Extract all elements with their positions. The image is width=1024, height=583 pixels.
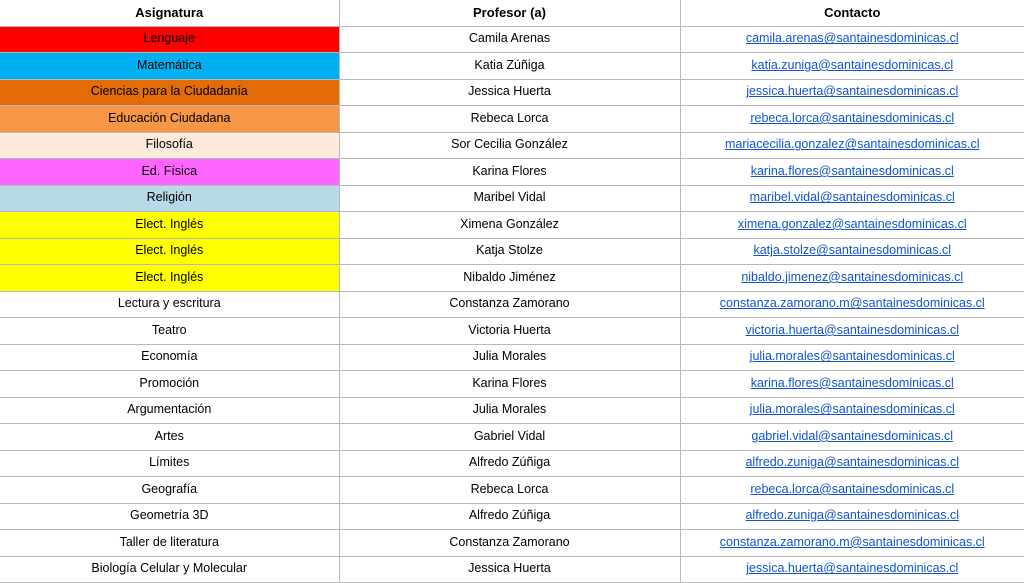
table-row [0, 503, 1024, 530]
contact-email-link[interactable]: jessica.huerta@santainesdominicas.cl [746, 561, 959, 576]
cell-teacher: Rebeca Lorca [339, 106, 680, 133]
cell-contact [680, 450, 1024, 477]
cell-teacher: Karina Flores [339, 159, 680, 186]
cell-teacher: Alfredo Zúñiga [339, 503, 680, 530]
table-row [0, 185, 1024, 212]
cell-subject: Geometría 3D [0, 503, 339, 530]
contact-email-link[interactable]: katja.stolze@santainesdominicas.cl [753, 243, 951, 258]
contact-email-link[interactable]: alfredo.zuniga@santainesdominicas.cl [745, 455, 959, 470]
table-row [0, 265, 1024, 292]
cell-contact [680, 530, 1024, 557]
cell-contact [680, 212, 1024, 239]
table-row [0, 344, 1024, 371]
cell-subject: Ed. Física [0, 159, 339, 186]
cell-subject: Filosofía [0, 132, 339, 159]
table-row [0, 106, 1024, 133]
cell-subject: Lenguaje [0, 26, 339, 53]
contact-email-link[interactable]: rebeca.lorca@santainesdominicas.cl [750, 110, 955, 125]
cell-contact [680, 291, 1024, 318]
table-row [0, 424, 1024, 451]
contact-email-link[interactable]: julia.morales@santainesdominicas.cl [749, 402, 955, 417]
cell-teacher: Victoria Huerta [339, 318, 680, 345]
cell-contact [680, 265, 1024, 292]
column-header-teacher: Profesor (a) [339, 0, 680, 26]
cell-teacher: Julia Morales [339, 344, 680, 371]
cell-contact [680, 318, 1024, 345]
cell-subject: Matemática [0, 53, 339, 80]
contact-email-link[interactable]: maribel.vidal@santainesdominicas.cl [749, 190, 955, 205]
cell-contact [680, 238, 1024, 265]
cell-subject: Elect. Inglés [0, 238, 339, 265]
table-row [0, 477, 1024, 504]
cell-subject: Ciencias para la Ciudadanía [0, 79, 339, 106]
table-row [0, 212, 1024, 239]
cell-contact [680, 79, 1024, 106]
cell-subject: Economía [0, 344, 339, 371]
contact-email-link[interactable]: constanza.zamorano.m@santainesdominicas.cl [719, 296, 985, 311]
contact-email-link[interactable]: katia.zuniga@santainesdominicas.cl [751, 57, 954, 72]
cell-subject: Lectura y escritura [0, 291, 339, 318]
table-row [0, 450, 1024, 477]
contact-email-link[interactable]: nibaldo.jimenez@santainesdominicas.cl [741, 269, 964, 284]
cell-teacher: Gabriel Vidal [339, 424, 680, 451]
cell-contact [680, 106, 1024, 133]
cell-teacher: Maribel Vidal [339, 185, 680, 212]
cell-teacher: Jessica Huerta [339, 556, 680, 583]
contact-email-link[interactable]: ximena.gonzalez@santainesdominicas.cl [737, 216, 967, 231]
table-row [0, 79, 1024, 106]
cell-teacher: Karina Flores [339, 371, 680, 398]
cell-contact [680, 26, 1024, 53]
table-row [0, 53, 1024, 80]
contact-email-link[interactable]: jessica.huerta@santainesdominicas.cl [746, 84, 959, 99]
table-row [0, 291, 1024, 318]
table-row [0, 556, 1024, 583]
cell-teacher: Nibaldo Jiménez [339, 265, 680, 292]
cell-teacher: Katja Stolze [339, 238, 680, 265]
cell-teacher: Julia Morales [339, 397, 680, 424]
contact-email-link[interactable]: victoria.huerta@santainesdominicas.cl [745, 322, 959, 337]
contact-email-link[interactable]: alfredo.zuniga@santainesdominicas.cl [745, 508, 959, 523]
cell-subject: Artes [0, 424, 339, 451]
cell-contact [680, 132, 1024, 159]
cell-subject: Elect. Inglés [0, 265, 339, 292]
contact-email-link[interactable]: gabriel.vidal@santainesdominicas.cl [751, 428, 954, 443]
cell-teacher: Sor Cecilia González [339, 132, 680, 159]
cell-teacher: Alfredo Zúñiga [339, 450, 680, 477]
table-header-row [0, 0, 1024, 26]
column-header-subject: Asignatura [0, 0, 339, 26]
cell-subject: Argumentación [0, 397, 339, 424]
cell-contact [680, 556, 1024, 583]
cell-contact [680, 159, 1024, 186]
cell-teacher: Camila Arenas [339, 26, 680, 53]
contact-email-link[interactable]: rebeca.lorca@santainesdominicas.cl [750, 481, 955, 496]
cell-subject: Religión [0, 185, 339, 212]
contact-email-link[interactable]: julia.morales@santainesdominicas.cl [749, 349, 955, 364]
table-row [0, 132, 1024, 159]
table-body [0, 26, 1024, 583]
cell-contact [680, 397, 1024, 424]
cell-subject: Límites [0, 450, 339, 477]
table-row [0, 530, 1024, 557]
cell-contact [680, 185, 1024, 212]
cell-contact [680, 344, 1024, 371]
cell-contact [680, 53, 1024, 80]
cell-teacher: Constanza Zamorano [339, 291, 680, 318]
table-row [0, 397, 1024, 424]
cell-teacher: Jessica Huerta [339, 79, 680, 106]
cell-contact [680, 503, 1024, 530]
cell-subject: Elect. Inglés [0, 212, 339, 239]
cell-teacher: Rebeca Lorca [339, 477, 680, 504]
cell-contact [680, 424, 1024, 451]
cell-contact [680, 477, 1024, 504]
cell-subject: Promoción [0, 371, 339, 398]
table-row [0, 26, 1024, 53]
contact-email-link[interactable]: mariacecilia.gonzalez@santainesdominicas.cl [725, 137, 980, 152]
cell-subject: Geografía [0, 477, 339, 504]
cell-subject: Taller de literatura [0, 530, 339, 557]
cell-teacher: Ximena González [339, 212, 680, 239]
contact-email-link[interactable]: karina.flores@santainesdominicas.cl [750, 163, 954, 178]
cell-subject: Teatro [0, 318, 339, 345]
contact-email-link[interactable]: camila.arenas@santainesdominicas.cl [745, 31, 959, 46]
table-row [0, 238, 1024, 265]
cell-subject: Educación Ciudadana [0, 106, 339, 133]
table-header [0, 0, 1024, 26]
cell-subject: Biología Celular y Molecular [0, 556, 339, 583]
column-header-contact: Contacto [680, 0, 1024, 26]
table-row [0, 318, 1024, 345]
cell-contact [680, 371, 1024, 398]
table-row [0, 159, 1024, 186]
table-row [0, 371, 1024, 398]
cell-teacher: Katia Zúñiga [339, 53, 680, 80]
contact-email-link[interactable]: karina.flores@santainesdominicas.cl [750, 375, 954, 390]
cell-teacher: Constanza Zamorano [339, 530, 680, 557]
contact-email-link[interactable]: constanza.zamorano.m@santainesdominicas.cl [719, 534, 985, 549]
